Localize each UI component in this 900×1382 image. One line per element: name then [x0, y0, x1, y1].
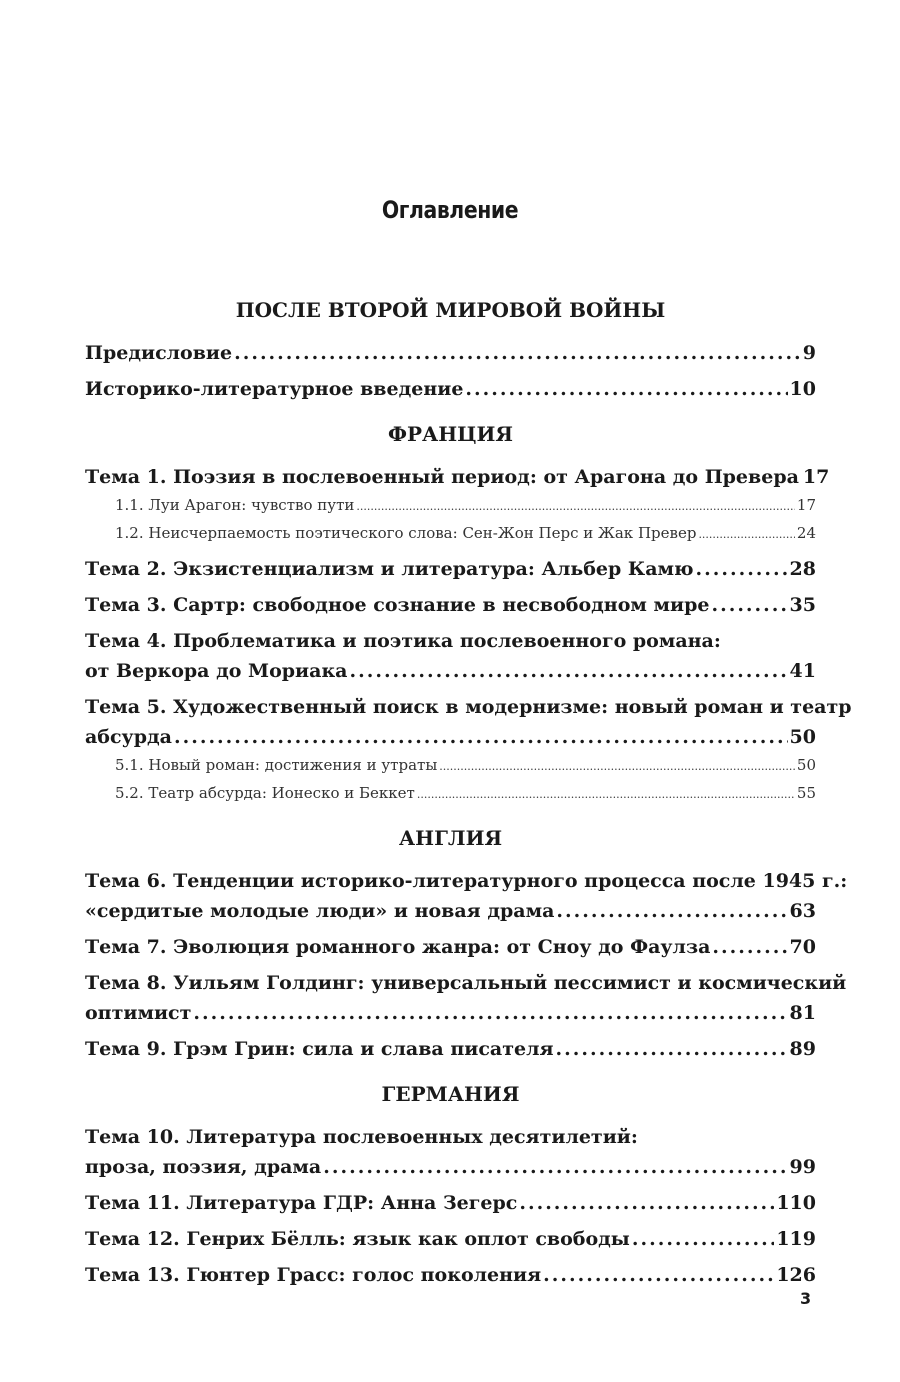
- entry-page: 35: [789, 594, 816, 616]
- entry-page: 99: [789, 1156, 816, 1178]
- entry-page: 50: [789, 726, 816, 748]
- entry-title: Тема 1. Поэзия в послевоенный период: от Арагона до Превера: [85, 466, 799, 488]
- entry-title: Тема 9. Грэм Грин: сила и слава писателя: [85, 1038, 554, 1060]
- subentry-page: 55: [796, 784, 816, 802]
- toc-entry[interactable]: [85, 1034, 816, 1064]
- entry-title: «сердитые молодые люди» и новая драма: [85, 900, 555, 922]
- entry-title-line1: Тема 5. Художественный поиск в модернизме: новый роман и театр: [85, 696, 852, 718]
- leader-dots: [711, 590, 787, 620]
- entry-page: 70: [789, 936, 816, 958]
- leader-dots: [696, 554, 788, 584]
- entry-title: Тема 2. Экзистенциализм и литература: Альбер Камю: [85, 558, 694, 580]
- entry-title: Историко-литературное введение: [85, 378, 464, 400]
- entry-title: оптимист: [85, 1002, 192, 1024]
- leader-dots: [543, 1260, 774, 1290]
- entry-title: Предисловие: [85, 342, 233, 364]
- toc-entry[interactable]: [85, 462, 830, 548]
- entry-title: Тема 11. Литература ГДР: Анна Зегерс: [85, 1192, 518, 1214]
- section-heading: ГЕРМАНИЯ: [381, 1082, 520, 1106]
- toc-entry[interactable]: [85, 338, 816, 368]
- leader-dots: [712, 932, 787, 962]
- subentry-title: 5.1. Новый роман: достижения и утраты: [115, 756, 438, 774]
- entry-page: 81: [789, 1002, 816, 1024]
- entry-title: Тема 7. Эволюция романного жанра: от Сноу до Фаулза: [85, 936, 711, 958]
- leader-dots: [698, 522, 794, 548]
- toc-entry[interactable]: [85, 866, 848, 926]
- subentry-page: 17: [796, 496, 816, 514]
- leader-dots: [519, 1188, 774, 1218]
- entry-page: 41: [789, 660, 816, 682]
- table-of-contents: [85, 296, 852, 1296]
- toc-entry[interactable]: [85, 374, 816, 404]
- toc-subentry[interactable]: [85, 492, 816, 520]
- toc-subentry[interactable]: [85, 752, 816, 780]
- leader-dots: [349, 656, 787, 686]
- subentry-title: 5.2. Театр абсурда: Ионеско и Беккет: [115, 784, 415, 802]
- subentry-page: 24: [796, 524, 816, 542]
- entry-page: 28: [789, 558, 816, 580]
- toc-entry[interactable]: [85, 590, 816, 620]
- toc-entry[interactable]: [85, 692, 852, 808]
- leader-dots: [323, 1152, 787, 1182]
- subentry-title: 1.1. Луи Арагон: чувство пути: [115, 496, 355, 514]
- entry-page: 119: [776, 1228, 816, 1250]
- entry-page: 17: [802, 466, 830, 488]
- leader-dots: [234, 338, 801, 368]
- leader-dots: [174, 722, 788, 752]
- toc-entry[interactable]: [85, 1188, 816, 1218]
- entry-page: 9: [802, 342, 816, 364]
- leader-dots: [556, 1034, 788, 1064]
- toc-section: [85, 824, 848, 1064]
- leader-dots: [439, 754, 795, 780]
- subentry-title: 1.2. Неисчерпаемость поэтического слова: Сен-Жон Перс и Жак Превер: [115, 524, 697, 542]
- toc-entry[interactable]: [85, 1122, 816, 1182]
- toc-entry[interactable]: [85, 554, 816, 584]
- leader-dots: [465, 374, 787, 404]
- toc-entry[interactable]: [85, 1260, 816, 1290]
- toc-entry[interactable]: [85, 1224, 816, 1254]
- toc-subentry[interactable]: [85, 780, 816, 808]
- entry-title: Тема 12. Генрих Бёлль: язык как оплот свободы: [85, 1228, 630, 1250]
- entry-title: Тема 3. Сартр: свободное сознание в несвободном мире: [85, 594, 710, 616]
- entry-title-line1: Тема 10. Литература послевоенных десятилетий:: [85, 1126, 638, 1148]
- page-title: Оглавление: [381, 196, 519, 224]
- entry-title-line1: Тема 4. Проблематика и поэтика послевоенного романа:: [85, 630, 721, 652]
- leader-dots: [556, 896, 787, 926]
- entry-title-line1: Тема 6. Тенденции историко-литературного процесса после 1945 г.:: [85, 870, 848, 892]
- toc-section: [85, 296, 816, 404]
- toc-entry[interactable]: [85, 932, 816, 962]
- entry-title: абсурда: [85, 726, 172, 748]
- entry-page: 89: [789, 1038, 816, 1060]
- subentry-page: 50: [796, 756, 816, 774]
- entry-page: 126: [776, 1264, 816, 1286]
- entry-title: Тема 13. Гюнтер Грасс: голос поколения: [85, 1264, 542, 1286]
- leader-dots: [632, 1224, 774, 1254]
- entry-title: от Веркора до Мориака: [85, 660, 348, 682]
- entry-page: 63: [789, 900, 816, 922]
- section-heading: ПОСЛЕ ВТОРОЙ МИРОВОЙ ВОЙНЫ: [235, 298, 666, 322]
- toc-entry[interactable]: [85, 968, 847, 1028]
- entry-page: 110: [776, 1192, 816, 1214]
- entry-page: 10: [789, 378, 816, 400]
- toc-section: [85, 1080, 816, 1290]
- page-number: 3: [800, 1289, 812, 1308]
- section-heading: АНГЛИЯ: [398, 826, 503, 850]
- toc-section: [85, 420, 852, 808]
- toc-entry[interactable]: [85, 626, 816, 686]
- leader-dots: [356, 494, 795, 520]
- entry-title-line1: Тема 8. Уильям Голдинг: универсальный пессимист и космический: [85, 972, 847, 994]
- entry-title: проза, поэзия, драма: [85, 1156, 322, 1178]
- leader-dots: [417, 782, 795, 808]
- leader-dots: [193, 998, 787, 1028]
- toc-subentry[interactable]: [85, 520, 816, 548]
- section-heading: ФРАНЦИЯ: [387, 422, 514, 446]
